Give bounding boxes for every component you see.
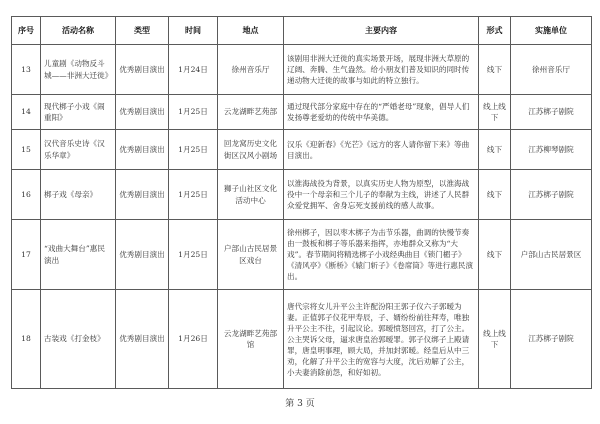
cell-main-content: 徐州梆子，因以枣木梆子为击节乐器，曲调的快慢节奏由一鼓板和梆子等乐器来指挥，亦地群众又称为“大戏”。春节期间将精选梆子小戏经典曲目《锁门楣子》《清风亭》《断桥》《辕门斩子》《卷席筒》等进行惠民演出。 [284,220,479,290]
cell-activity-name: 汉代音乐史诗《汉乐华章》 [41,130,116,170]
cell-date: 1月26日 [169,290,218,389]
cell-organizer: 户部山古民居景区 [511,220,592,290]
cell-date: 1月24日 [169,45,218,95]
cell-type: 优秀剧目演出 [116,45,169,95]
cell-index: 18 [12,290,41,389]
cell-organizer: 徐州音乐厅 [511,45,592,95]
cell-date: 1月25日 [169,220,218,290]
header-activity-name: 活动名称 [41,17,116,45]
table-row [12,130,592,170]
cell-type: 优秀剧目演出 [116,290,169,389]
cell-location: 户部山古民居景区戏台 [218,220,284,290]
cell-activity-name: 古装戏《打金枝》 [41,290,116,389]
cell-organizer: 江苏梆子剧院 [511,170,592,220]
cell-form: 线下 [479,130,511,170]
page-number: 第 3 页 [285,399,315,409]
cell-date: 1月25日 [169,95,218,130]
cell-location: 云龙湖畔艺苑部馆 [218,290,284,389]
cell-index: 14 [12,95,41,130]
cell-activity-name: “戏曲大舞台”惠民演出 [41,220,116,290]
cell-index: 13 [12,45,41,95]
table-row [12,170,592,220]
cell-main-content: 该剧用非洲大迁徙的真实场景开场，展现非洲大草原的辽阔、奔腾、生气盎然。给小朋友们普及知识的同时传递动物大迁徙的故事与如此的特立独行。 [284,45,479,95]
cell-form: 线上线下 [479,290,511,389]
cell-main-content: 以淮海战役为背景，以真实历史人物为原型，以淮海战役中一个母亲和三个儿子的奉献为主线，讲述了人民群众爱党拥军、舍身忘死支援前线的感人故事。 [284,170,479,220]
cell-form: 线下 [479,170,511,220]
cell-activity-name: 现代梆子小戏《闹重阳》 [41,95,116,130]
header-organizer: 实施单位 [511,17,592,45]
cell-location: 徐州音乐厅 [218,45,284,95]
cell-type: 优秀剧目演出 [116,130,169,170]
cell-form: 线下 [479,45,511,95]
cell-main-content: 唐代宗将女儿升平公主许配汾阳王郭子仪六子郭暧为妻。正值郭子仪花甲寿辰，子、婿纷纷前往拜寿，唯独升平公主不往，引起议论。郭暧愤怒回宫，打了公主。公主哭诉父母，逼求唐皇治郭暧罪。郭子仪绑子上殿请罪，唐皇明事理，顾大局，并加封郭暧。经皇后从中三劝，化解了升平公主的宽容与大度，沈后劝解了公主，小夫妻消除前怨，和好如初。 [284,290,479,389]
cell-index: 17 [12,220,41,290]
cell-activity-name: 儿童剧《动物反斗城——非洲大迁徙》 [41,45,116,95]
header-form: 形式 [479,17,511,45]
cell-organizer: 江苏梆子剧院 [511,290,592,389]
header-date: 时间 [169,17,218,45]
cell-type: 优秀剧目演出 [116,95,169,130]
header-main-content: 主要内容 [284,17,479,45]
cell-location: 云龙湖畔艺苑部 [218,95,284,130]
table-row [12,45,592,95]
cell-date: 1月25日 [169,170,218,220]
cell-date: 1月25日 [169,130,218,170]
cell-main-content: 汉乐《迎新春》《光芒》《远方的客人请你留下来》等曲目演出。 [284,130,479,170]
event-schedule-table [11,16,592,389]
cell-index: 15 [12,130,41,170]
table-header-row [12,17,592,45]
cell-form: 线下 [479,220,511,290]
header-location: 地点 [218,17,284,45]
cell-organizer: 江苏梆子剧院 [511,95,592,130]
cell-organizer: 江苏柳琴剧院 [511,130,592,170]
header-index: 序号 [12,17,41,45]
table-row [12,290,592,389]
cell-main-content: 通过现代部分家庭中存在的“严婚老母”现象，倡导人们发扬尊老爱幼的传统中华美德。 [284,95,479,130]
cell-type: 优秀剧目演出 [116,170,169,220]
cell-form: 线上线下 [479,95,511,130]
cell-activity-name: 梆子戏《母亲》 [41,170,116,220]
cell-location: 回龙窝历史文化街区汉风小剧场 [218,130,284,170]
header-type: 类型 [116,17,169,45]
cell-type: 优秀剧目演出 [116,220,169,290]
table-row [12,95,592,130]
cell-index: 16 [12,170,41,220]
cell-location: 狮子山社区文化活动中心 [218,170,284,220]
table-row [12,220,592,290]
